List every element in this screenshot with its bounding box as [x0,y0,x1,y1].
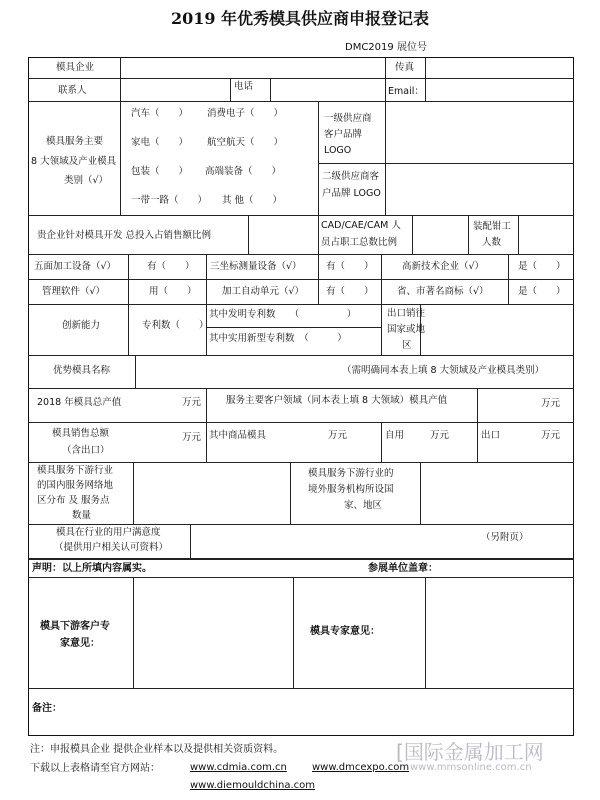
client-output-unit: 万元 [541,398,561,409]
grid-line [425,57,426,101]
export-label: 出口销往 [387,308,426,319]
grid-line [206,388,207,462]
grid-line [425,577,426,688]
grid-line [28,304,574,305]
watermark-logo [396,736,544,765]
grid-line [28,254,574,255]
hitech-label: 高新技术企业（√） [402,261,485,272]
grid-line [381,422,382,462]
self-use-label: 自用 [385,430,405,441]
logo1-label: 一级供应商 [324,113,372,124]
domestic-label: 模具服务下游行业 [37,465,114,476]
export-label: 区 [402,340,412,351]
grid-line [28,524,574,525]
satisfaction-label: 模具在行业的用户满意度 [56,527,161,538]
company-input[interactable] [122,59,384,77]
grid-line [290,462,291,524]
products-input[interactable] [137,357,337,387]
grid-line [518,215,519,254]
overseas-label: 模具服务下游行业的 [308,468,394,479]
grid-line [206,327,381,328]
grid-line [248,215,249,254]
grid-line [128,304,129,355]
fax-label: 传真 [395,62,415,73]
grid-line [477,422,478,462]
fitter-input[interactable] [520,217,572,253]
brand-label: 省、市著名商标（√） [397,286,489,297]
grid-line [190,524,191,558]
grid-line [381,254,382,355]
grid-line [28,78,574,79]
grid-line [28,558,574,560]
grid-line [28,462,574,463]
attach-note: （另附页） [481,532,529,543]
grid-line [385,101,386,215]
grid-line [293,577,294,688]
grid-line [318,254,319,304]
grid-line [133,462,134,524]
grid-line [120,57,121,101]
checkbox-hitech[interactable]: 是（ ） [518,261,566,272]
expert-opinion-input[interactable] [427,579,572,687]
grid-line [206,254,207,355]
checkbox-consumer-electronics[interactable]: 消费电子（ ） [207,108,284,119]
sales-label: 模具销售总额 [52,428,110,439]
remarks-input[interactable] [70,690,572,734]
products-label: 优势模具名称 [53,365,111,376]
logo1-label: LOGO [324,145,352,156]
grid-line [230,78,231,101]
grid-line [508,254,509,304]
checkbox-cmm[interactable]: 有（ ） [326,261,374,272]
checkbox-other[interactable]: 其 他（ ） [222,195,283,206]
grid-line [28,577,574,578]
grid-line [28,422,574,423]
auto-unit-label: 加工自动单元（√） [222,286,305,297]
grid-line [28,215,574,216]
export-sales-unit: 万元 [541,430,561,441]
company-label: 模具企业 [56,62,95,73]
link-diemouldchina[interactable]: www.diemouldchina.com [190,780,316,791]
cad-label: CAD/CAE/CAM 人 [321,220,401,231]
software-label: 管理软件（√） [42,286,106,297]
export-input[interactable] [422,306,572,354]
client-opinion-input[interactable] [135,579,292,687]
goods-label: 其中商品模具 [209,430,267,441]
checkbox-software[interactable]: 用（ ） [149,286,197,297]
grid-line [28,355,574,356]
export-label: 国家或地 [387,324,426,335]
watermark-text: 国际金属加工网 [403,740,544,764]
cad-input[interactable] [414,217,467,253]
output-unit: 万元 [182,397,202,408]
overseas-label: 家、地区 [344,500,383,511]
logo1-area[interactable] [387,103,572,162]
watermark-bracket-icon: [ [396,740,404,764]
sales-unit: 万元 [182,432,202,443]
goods-unit: 万元 [328,430,348,441]
grid-line [28,688,574,689]
cad-label: 员占职工总数比例 [321,237,398,248]
output-label: 2018 年模具总产值 [37,397,122,408]
grid-line [468,215,469,254]
utility-field[interactable]: 其中实用新型专利数 （ ） [209,333,347,344]
self-use-unit: 万元 [430,430,450,441]
checkbox-brand[interactable]: 是（ ） [518,286,566,297]
logo2-area[interactable] [387,165,572,214]
grid-line [28,388,574,389]
patents-field[interactable]: 专利数（ ） [142,320,209,331]
grid-line [120,101,121,215]
footer-download: 下载以上表格请至官方网站： [30,763,160,774]
satisfaction-label: （提供用户相关认可资料） [54,542,169,553]
domestic-label: 数量 [72,510,92,521]
fitter-label: 装配钳工 [473,221,512,232]
client-opinion-label: 模具下游客户专 [40,621,110,632]
client-output-label: 服务主要客户领域（同本表上填 8 大领域）模具产值 [226,395,448,406]
grid-line [412,215,413,254]
grid-line [477,388,478,422]
satisfaction-input[interactable] [192,526,472,557]
email-label: Email： [388,86,424,97]
domestic-label: 区分布 及 服务点 [37,495,110,506]
grid-line [28,101,574,102]
checkbox-packaging[interactable]: 包装（ ） [131,166,189,177]
logo2-label: 户品牌 LOGO [322,188,381,199]
checkbox-equipment[interactable]: 高端装备（ ） [205,166,282,177]
link-dmcexpo[interactable]: www.dmcexpo.com [312,762,410,773]
rd-input[interactable] [250,217,317,253]
grid-line [318,101,319,254]
checkbox-auto[interactable]: 汽车（ ） [131,108,189,119]
grid-line [318,163,574,164]
services-label: 类别（√） [64,175,109,186]
overseas-label: 境外服务机构所设国 [308,484,394,495]
logo1-label: 客户品牌 [324,129,363,140]
form-title: 2019 年优秀模具供应商申报登记表 [170,9,430,28]
overseas-input[interactable] [422,464,572,523]
grid-line [270,78,271,101]
checkbox-auto-unit[interactable]: 有（ ） [326,286,374,297]
link-cdmia[interactable]: www.cdmia.com.cn [190,762,287,773]
footer-note: 注：申报模具企业 提供企业样本以及提供相关资质资料。 [30,744,284,755]
grid-line [133,577,134,688]
export-sales-label: 出口 [481,430,501,441]
products-note: （需明确同本表上填 8 大领域及产业模具类别） [342,365,545,376]
contact-input[interactable] [122,80,229,100]
grid-line [385,57,386,101]
email-input[interactable] [427,80,572,100]
expert-opinion-label: 模具专家意见： [310,626,380,637]
checkbox-appliance[interactable]: 家电（ ） [131,137,189,148]
booth-number-label: DMC2019 展位号 [345,42,427,53]
logo2-label: 二级供应商客 [322,171,380,182]
grid-line [135,355,136,388]
domestic-input[interactable] [135,464,289,523]
grid-line [28,279,574,280]
services-label: 8 大领域及产业模具 [31,156,117,167]
client-opinion-label: 家意见： [60,638,100,649]
cmm-label: 三坐标测量设备（√） [210,261,302,272]
grid-line [128,254,129,304]
seal-label: 参展单位盖章： [368,563,438,574]
fitter-label: 人数 [482,237,502,248]
contact-label: 联系人 [58,85,87,96]
grid-line [420,462,421,524]
five-axis-label: 五面加工设备（√） [34,261,117,272]
domestic-label: 的国内服务网络地 [37,480,114,491]
sales-label: （含出口） [62,445,110,456]
checkbox-belt-road[interactable]: 一带一路（ ） [131,195,208,206]
watermark-url: www.mmsonline.com.cn [410,762,532,773]
invention-field[interactable]: 其中发明专利数 （ ） [209,309,357,320]
phone-label: 电话 [234,81,254,92]
checkbox-five-axis[interactable]: 有（ ） [147,261,195,272]
declaration-statement: 声明：以上所填内容属实。 [32,563,152,574]
rd-label: 贵企业针对模具开发 总投入占销售额比例 [37,230,212,241]
checkbox-aerospace[interactable]: 航空航天（ ） [207,137,284,148]
remarks-label: 备注： [32,703,62,714]
services-label: 模具服务主要 [46,136,104,147]
innovation-label: 创新能力 [62,320,101,331]
phone-input[interactable] [272,80,384,100]
fax-input[interactable] [427,59,572,77]
